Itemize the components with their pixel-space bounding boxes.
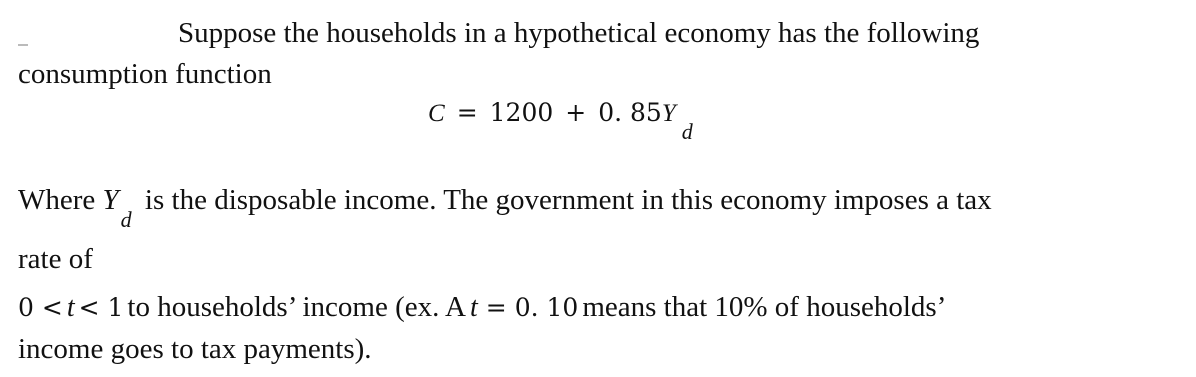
where-suffix: is the disposable income. The government in this economy imposes a tax [144, 184, 992, 216]
tax-equals: = [485, 293, 507, 322]
where-line [18, 184, 992, 232]
tax-variable-2: t [469, 292, 478, 323]
tax-lower-bound: 0 < [18, 293, 63, 322]
tax-variable-1: t [66, 292, 75, 323]
tax-upper-bound: < 1 [78, 293, 124, 322]
eq-lhs: C [428, 100, 445, 127]
tax-end-text: means that 10% of households’ [582, 291, 947, 323]
intro-line-1: Suppose the households in a hypothetical economy has the following [178, 17, 980, 49]
tax-mid-text: to households’ income (ex. A [127, 291, 466, 323]
intro-line-2: consumption function [18, 58, 272, 90]
eq-subscript: d [681, 119, 693, 144]
eq-constant: 1200 [489, 98, 554, 127]
eq-equals: = [456, 98, 478, 127]
scan-mark [18, 44, 28, 46]
eq-variable: Y [661, 100, 676, 127]
where-variable: Y [102, 184, 119, 216]
consumption-equation [428, 98, 693, 144]
last-line: income goes to tax payments). [18, 333, 372, 365]
tax-value: 0. 10 [514, 293, 579, 322]
tax-line [18, 293, 946, 322]
where-prefix: Where [18, 184, 96, 216]
where-subscript: d [120, 207, 132, 232]
eq-plus: + [565, 98, 587, 127]
eq-coefficient: 0. 85 [598, 98, 662, 127]
rate-line: rate of [18, 243, 93, 275]
